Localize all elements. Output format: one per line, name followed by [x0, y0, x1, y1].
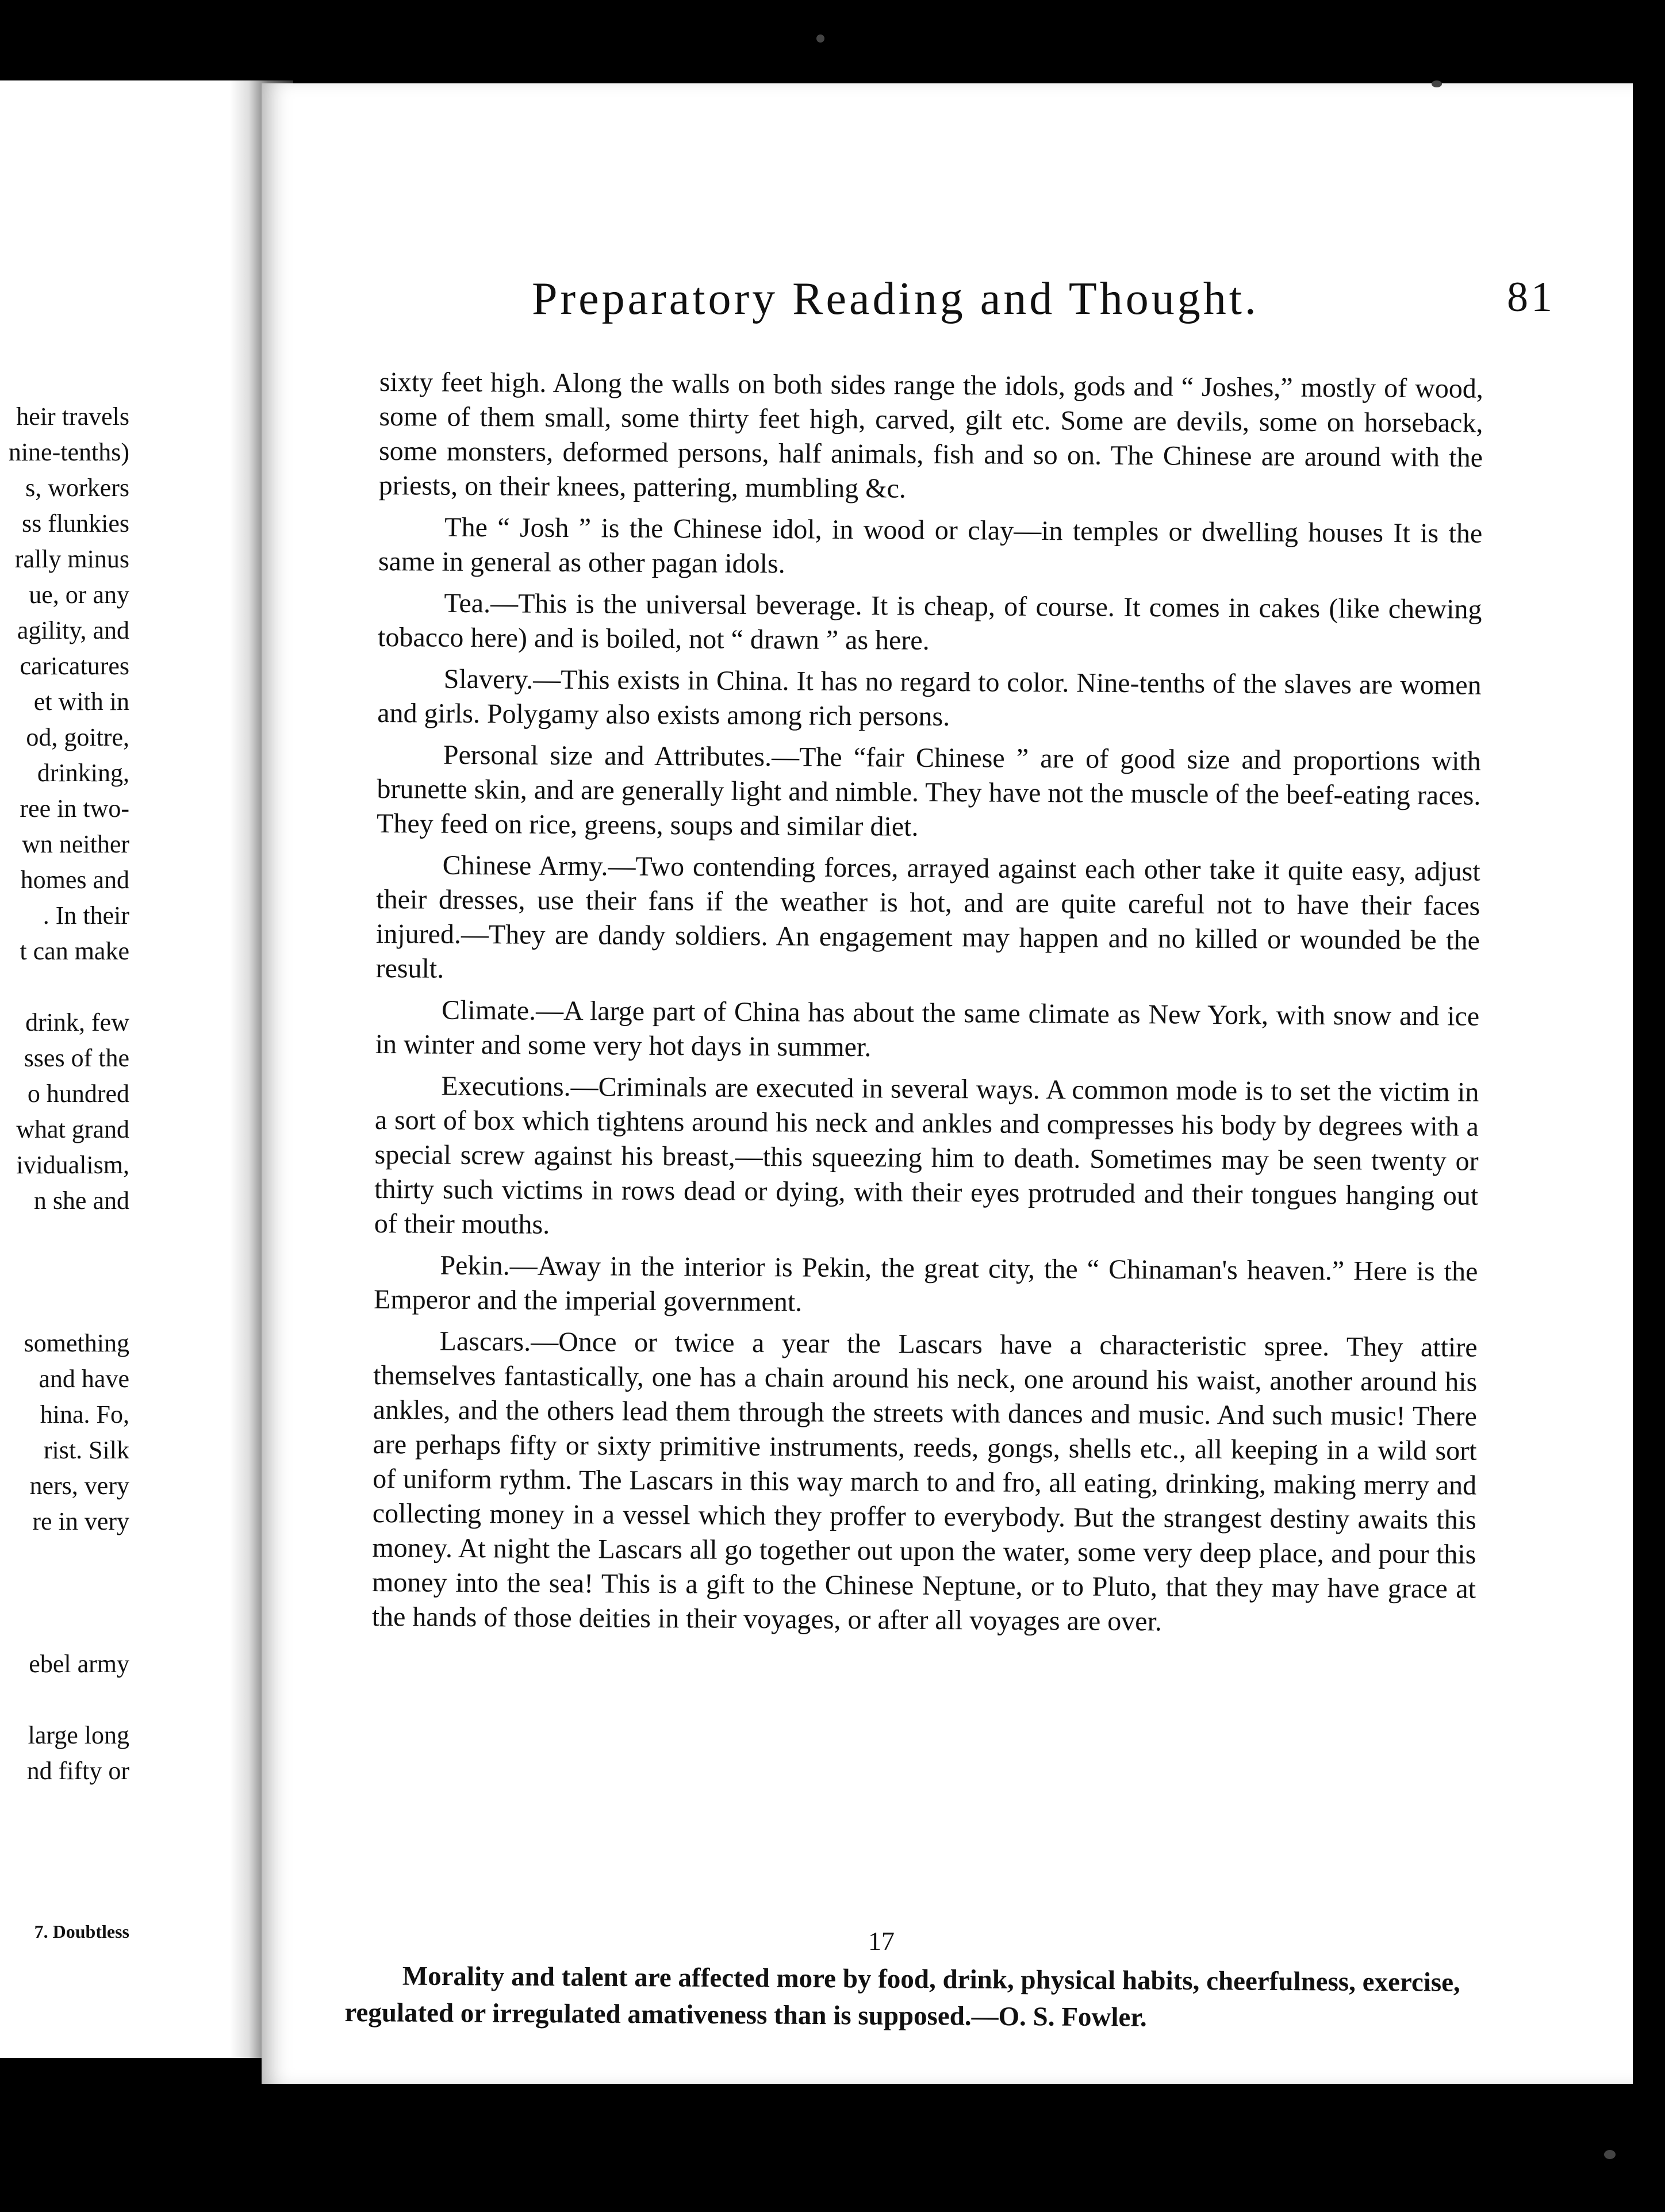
facing-page-line: and have: [39, 1365, 129, 1393]
paragraph: Slavery.—This exists in China. It has no regard to color. Nine-tenths of the slaves are women and girls. Polygamy also exists among rich persons.: [377, 663, 1482, 732]
facing-page-line: re in very: [32, 1507, 129, 1535]
facing-page-footnote: 7. Doubtless: [34, 1921, 129, 1942]
facing-page-line: . In their: [43, 901, 129, 930]
facing-page-line: drinking,: [37, 759, 129, 787]
facing-page-line: heir travels: [16, 402, 129, 431]
paragraph: sixty feet high. Along the walls on both sides range the idols, gods and “ Joshes,” mostly of wood, some of them small, some thirty feet high, carved, gilt etc. Some are devils, some on horseback, some monsters, deformed persons, half animals, fish and so on. The Chinese are around with the priests, on their knees, pattering, mumbling &c.: [378, 366, 1483, 504]
paragraph: Executions.—Criminals are executed in several ways. A common mode is to set the victim in a sort of box which tightens around his neck and ankles and compresses his body by degrees with a special screw against his breast,—this squeezing him to death. Sometimes may be seen twenty or thirty such victims in rows dead or dying, with their eyes protruded and their tongues hanging out of their mouths.: [374, 1070, 1479, 1240]
facing-page-line: et with in: [33, 688, 129, 716]
epigraph-quote: [344, 1957, 1460, 2038]
facing-page-line: ividualism,: [16, 1151, 129, 1179]
facing-page-line: o hundred: [27, 1080, 129, 1108]
facing-page-line: wn neither: [22, 830, 129, 858]
facing-page-line: nd fifty or: [26, 1757, 129, 1785]
running-title: Preparatory Reading and Thought.: [532, 274, 1259, 324]
paragraph: Pekin.—Away in the interior is Pekin, the great city, the “ Chinaman's heaven.” Here is the Emperor and the imperial government.: [373, 1250, 1478, 1318]
facing-page-line: homes and: [20, 866, 129, 894]
paragraph: Personal size and Attributes.—The “fair Chinese ” are of good size and proportions with brunette skin, and are generally light and nimble. They have not the muscle of the beef-eating races. They feed on rice, greens, soups and similar diet.: [376, 739, 1481, 842]
running-header: [532, 273, 1555, 325]
facing-page-line: ue, or any: [29, 581, 129, 609]
facing-page-line: od, goitre,: [26, 723, 129, 751]
facing-page-line: what grand: [16, 1115, 129, 1143]
scan-speck: [816, 34, 824, 43]
facing-page-line: large long: [28, 1721, 129, 1749]
facing-page-line: caricatures: [20, 652, 129, 680]
facing-page: [0, 80, 264, 2058]
paragraph: Tea.—This is the universal beverage. It is cheap, of course. It comes in cakes (like chewing tobacco here) and is boiled, not “ drawn ” as here.: [377, 587, 1482, 656]
body-text: [371, 365, 1483, 1648]
facing-page-line: nine-tenths): [8, 438, 129, 466]
facing-page-line: hina. Fo,: [40, 1400, 129, 1428]
quote-text: Morality and talent are affected more by food, drink, physical habits, cheerfulness, exercise, regulated or irregulated amativeness than is supposed.—O. S. Fowler.: [344, 1961, 1460, 2033]
facing-page-line: ss flunkies: [22, 509, 129, 537]
facing-page-line: n she and: [33, 1186, 129, 1215]
scan-speck: [1604, 2150, 1616, 2159]
paragraph: Climate.—A large part of China has about the same climate as New York, with snow and ice in winter and some very hot days in summer.: [375, 994, 1480, 1063]
paragraph: The “ Josh ” is the Chinese idol, in wood or clay—in temples or dwelling houses It is the same in general as other pagan idols.: [378, 512, 1483, 579]
facing-page-line: rist. Silk: [43, 1436, 129, 1464]
facing-page-line: agility, and: [17, 616, 129, 644]
book-page: [262, 83, 1633, 2084]
section-mark: 17: [868, 1926, 895, 1956]
page-number: 81: [1507, 274, 1555, 321]
facing-page-line: ree in two-: [20, 794, 129, 823]
facing-page-line: t can make: [20, 937, 129, 965]
facing-page-line: ebel army: [29, 1650, 129, 1678]
facing-page-line: rally minus: [14, 545, 129, 573]
paragraph: Lascars.—Once or twice a year the Lascars have a characteristic spree. They attire themselves fantastically, one has a chain around his neck, one around his waist, another around his ankles, and the others lead them through the streets with dances and music. And such music! There are perhaps fifty or sixty primitive instruments, reeds, gongs, shells etc., all keeping in a wild sort of uniform rythm. The Lascars in this way march to and fro, all eating, drinking, making merry and collecting money in a vessel which they proffer to everybody. But the strangest destiny awaits this money. At night the Lascars all go together out upon the water, some very deep place, and pour this money into the sea! This is a gift to the Chinese Neptune, or to Pluto, that they may have grace at the hands of those deities in their voyages, or after all voyages are over.: [371, 1326, 1478, 1637]
facing-page-line: drink, few: [25, 1008, 129, 1036]
facing-page-line: s, workers: [25, 474, 129, 502]
paragraph: Chinese Army.—Two contending forces, arrayed against each other take it quite easy, adjust their dresses, use their fans if the weather is hot, and are quite careful not to have their faces injured.—They are dandy soldiers. An engagement may happen and no killed or wounded be the result.: [375, 850, 1480, 984]
facing-page-line: ners, very: [29, 1472, 129, 1500]
scan-speck: [1432, 80, 1442, 87]
facing-page-line: something: [24, 1329, 129, 1357]
facing-page-line: sses of the: [24, 1044, 129, 1072]
